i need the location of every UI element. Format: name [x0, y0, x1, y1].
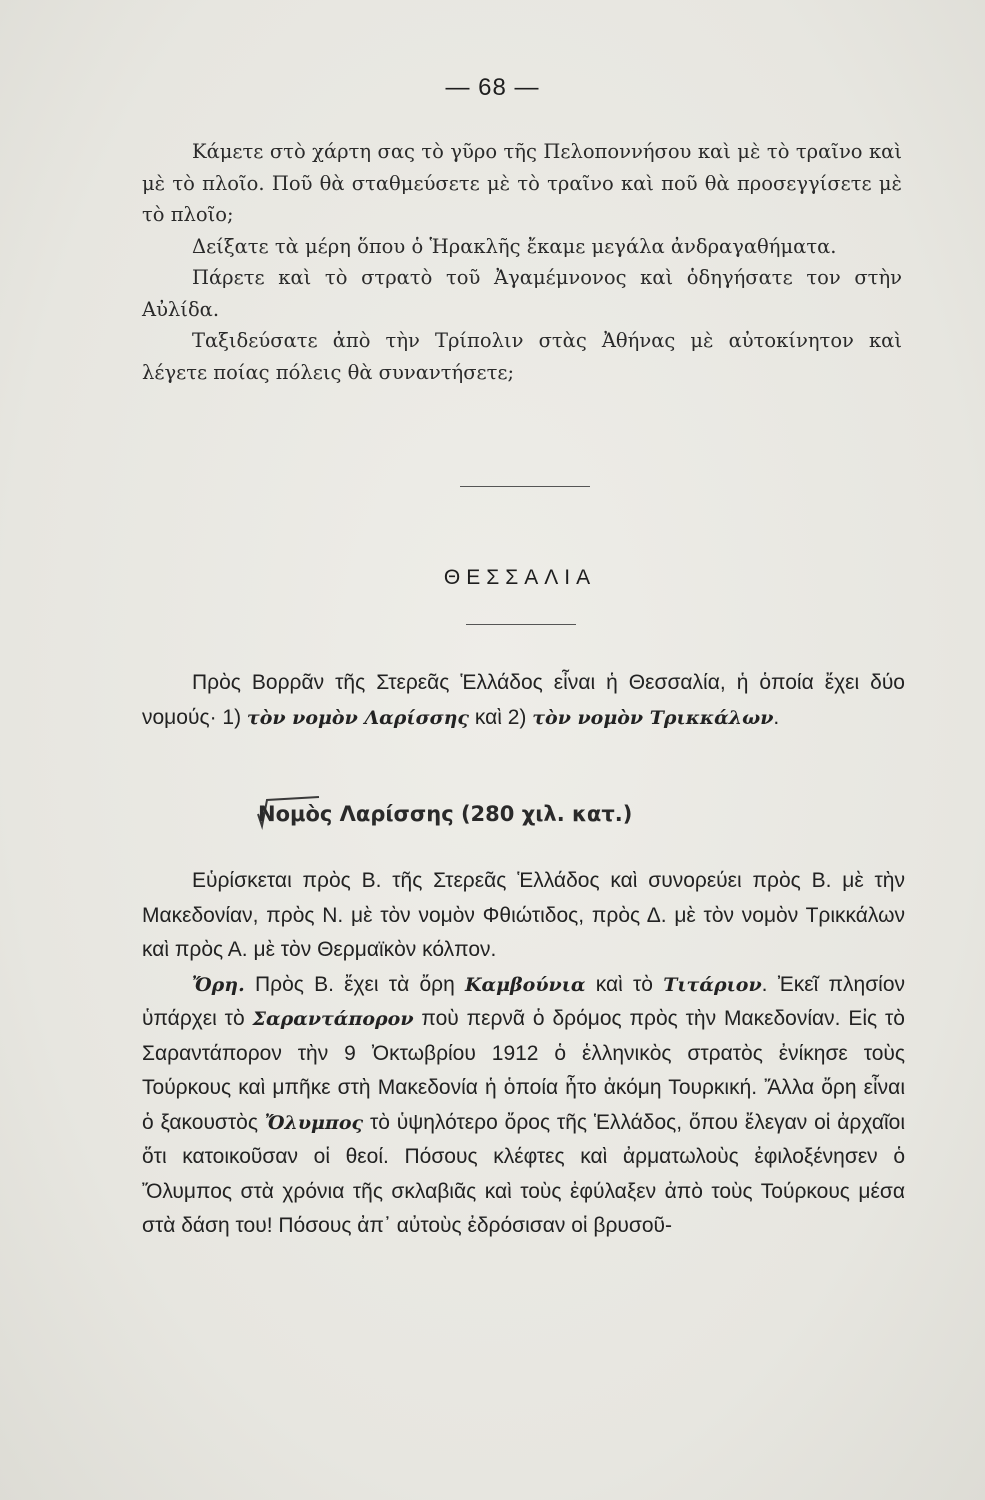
exercise-questions — [142, 136, 902, 388]
p2-text-1: Πρὸς Β. ἔχει τὰ ὄρη — [244, 972, 465, 996]
exercise-2: Δείξατε τὰ μέρη ὅπου ὁ Ἡρακλῆς ἔκαμε μεγάλα ἀνδραγαθήματα. — [192, 234, 837, 258]
exercise-3: Πάρετε καὶ τὸ στρατὸ τοῦ Ἀγαμέμνονος καὶ ὁδηγήσατε τον στὴν Αὐλίδα. — [142, 266, 902, 321]
divider-bottom — [466, 624, 576, 625]
paragraph-mountains — [142, 968, 905, 1244]
exercise-1: Κάμετε στὸ χάρτη σας τὸ γῦρο τῆς Πελοποννήσου καὶ μὲ τὸ τραῖνο καὶ μὲ τὸ πλοῖο. Ποῦ θὰ σταθμεύσετε μὲ τὸ τραῖνο καὶ ποῦ θὰ προσεγγίσετε μὲ τὸ πλοῖο; — [142, 140, 902, 226]
subheading-nomos-larissis: Νομὸς Λαρίσσης (280 χιλ. κατ.) — [258, 802, 633, 826]
page-number: — 68 — — [445, 74, 540, 101]
p2-text-3: . Ἐκεῖ πλησίον ὑπάρχει τὸ — [142, 972, 905, 1030]
intro-paragraph — [142, 666, 905, 735]
exercise-4: Ταξιδεύσατε ἀπὸ τὴν Τρίπολιν στὰς Ἀθήνας μὲ αὐτοκίνητον καὶ λέγετε ποίας πόλεις θὰ συναντήσετε; — [142, 329, 902, 384]
paragraph-location: Εὑρίσκεται πρὸς Β. τῆς Στερεᾶς Ἑλλάδος καὶ συνορεύει πρὸς Β. μὲ τὴν Μακεδονίαν, πρὸς Ν. μὲ τὸν νομὸν Φθιώτιδος, πρὸς Δ. μὲ τὸν νομὸν Τρικκάλων καὶ πρὸς Α. μὲ τὸν Θερμαϊκὸν κόλπον. — [142, 869, 905, 961]
divider-top — [460, 486, 590, 487]
intro-text-3: . — [773, 705, 780, 729]
intro-text-1: Πρὸς Βορρᾶν τῆς Στερεᾶς Ἑλλάδος εἶναι ἡ Θεσσαλία, ἡ ὁποία ἔχει δύο νομούς· 1) — [142, 671, 905, 729]
intro-text-2: καὶ 2) — [469, 705, 533, 729]
intro-text — [142, 666, 905, 735]
p2-text-5: τὸ ὑψηλότερο ὄρος τῆς Ἑλλάδος, ὅπου ἔλεγαν οἱ ἀρχαῖοι ὅτι κατοικοῦσαν οἱ θεοί. Πόσους κλέφτες καὶ ἀρματωλοὺς ἐφιλοξένησεν ὁ Ὄλυμπος στὰ χρόνια τῆς σκλαβιᾶς καὶ τοὺς ἐφύλαξεν ἀπὸ τοὺς Τούρκους μέσα στὰ δάση του! Πόσους ἀπ᾽ αὐτοὺς ἐδρόσισαν οἱ βρυσοῦ- — [142, 1110, 905, 1237]
p2-bold-3: Σαραντάπορον — [252, 1008, 414, 1030]
section-title: ΘΕΣΣΑΛΙΑ — [443, 566, 597, 589]
p2-bold-2: Τιτάριον — [663, 973, 762, 996]
p2-bold-4: Ὄλυμπος — [264, 1111, 364, 1134]
intro-bold-2: τὸν νομὸν Τρικκάλων — [532, 706, 774, 729]
term-ori: Ὄρη. — [192, 973, 245, 996]
p2-text-4: ποὺ περνᾶ ὁ δρόμος πρὸς τὴν Μακεδονίαν. Εἰς τὸ Σαραντάπορον τὴν 9 Ὀκτωβρίου 1912 ὁ ἑλληνικὸς στρατὸς ἐνίκησε τοὺς Τούρκους καὶ μπῆκε στὴ Μακεδονία ἡ ὁποία ἦτο ἀκόμη Τουρκική. Ἄλλα ὄρη εἶναι ὁ ξακουστὸς — [142, 1007, 905, 1134]
p2-text-2: καὶ τὸ — [585, 972, 664, 996]
main-text — [142, 864, 905, 1244]
intro-bold-1: τὸν νομὸν Λαρίσσης — [246, 706, 469, 729]
p2-bold-1: Καμβούνια — [465, 973, 586, 996]
